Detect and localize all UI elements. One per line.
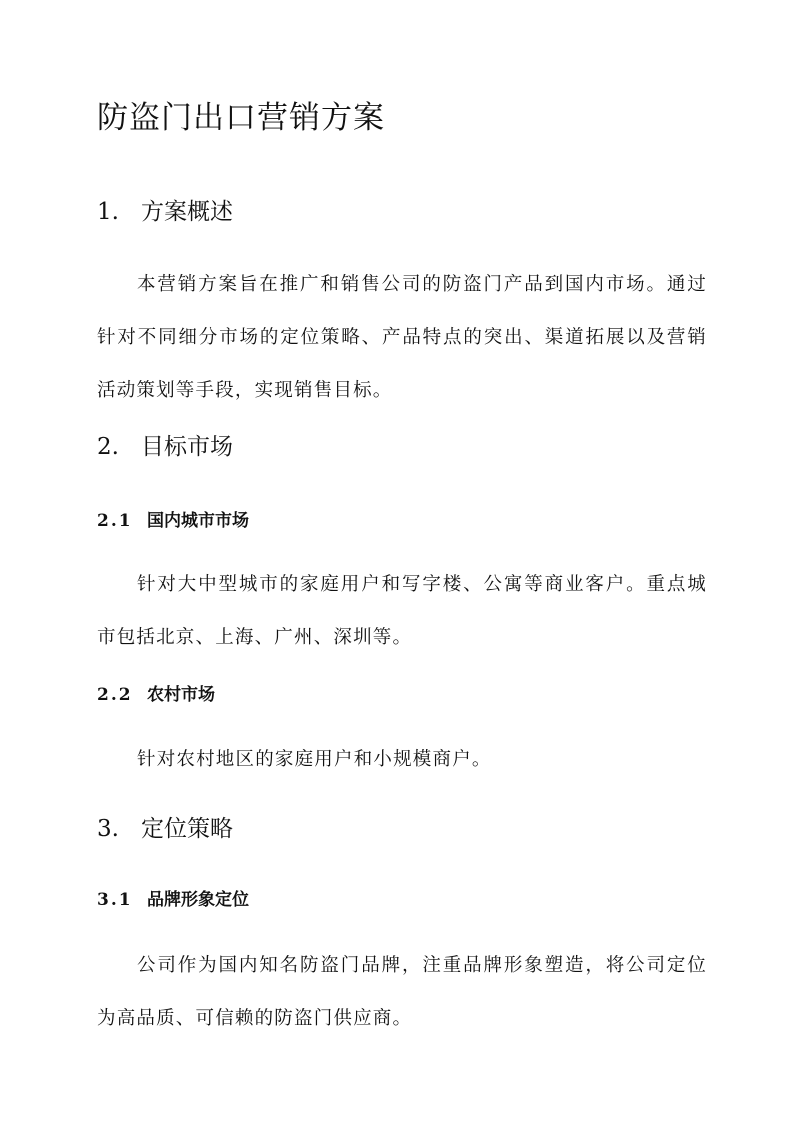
subsection-number: 3.1 xyxy=(97,890,133,910)
section-heading-overview xyxy=(97,192,233,232)
section-number: 2. xyxy=(97,434,119,460)
section-title: 定位策略 xyxy=(141,816,233,842)
subsection-number: 2.2 xyxy=(97,685,133,705)
section-title: 方案概述 xyxy=(141,199,233,225)
subsection-title: 国内城市市场 xyxy=(147,511,249,531)
section-number: 3. xyxy=(97,816,119,842)
document-title: 防盗门出口营销方案 xyxy=(97,100,385,136)
paragraph-overview: 本营销方案旨在推广和销售公司的防盗门产品到国内市场。通过针对不同细分市场的定位策略、产品特点的突出、渠道拓展以及营销活动策划等手段，实现销售目标。 xyxy=(97,274,707,401)
paragraph-brand-positioning: 公司作为国内知名防盗门品牌，注重品牌形象塑造，将公司定位为高品质、可信赖的防盗门供应商。 xyxy=(97,955,707,1029)
section-title: 目标市场 xyxy=(141,434,233,460)
subsection-title: 农村市场 xyxy=(147,685,215,705)
subsection-number: 2.1 xyxy=(97,511,133,531)
subsection-title: 品牌形象定位 xyxy=(147,890,249,910)
subsection-heading-city-market xyxy=(97,506,249,536)
paragraph-city-market: 针对大中型城市的家庭用户和写字楼、公寓等商业客户。重点城市包括北京、上海、广州、深圳等。 xyxy=(97,574,707,648)
subsection-heading-brand-positioning xyxy=(97,885,249,915)
subsection-heading-rural-market xyxy=(97,680,215,710)
section-number: 1. xyxy=(97,199,119,225)
paragraph-rural-market: 针对农村地区的家庭用户和小规模商户。 xyxy=(137,749,492,770)
section-heading-target-market xyxy=(97,427,233,467)
section-heading-positioning xyxy=(97,809,233,849)
